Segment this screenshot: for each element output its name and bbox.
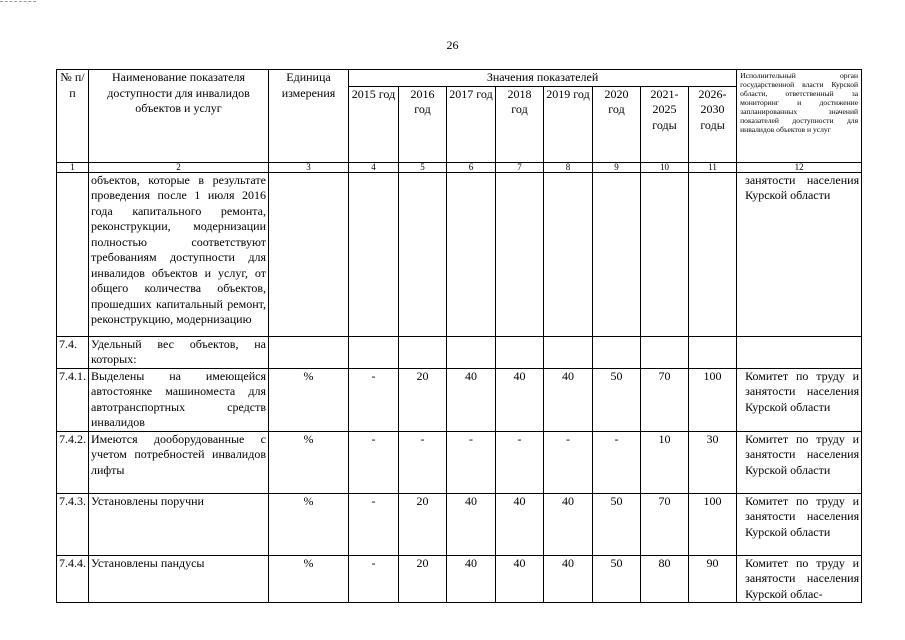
row-value [544,172,593,336]
row-value: 20 [399,368,447,431]
row-value [689,336,737,368]
indicators-table [56,69,862,603]
column-number: 11 [689,162,737,172]
row-value: 100 [689,493,737,555]
row-value: 40 [447,368,496,431]
row-value: 50 [593,493,641,555]
column-number: 5 [399,162,447,172]
row-org: занятости населения Курской области [737,172,862,336]
row-value: 50 [593,555,641,603]
row-value: - [593,431,641,493]
row-value: 20 [399,493,447,555]
row-value: 70 [641,493,689,555]
row-value [349,336,399,368]
header-year: 2021-2025 годы [641,86,689,162]
row-value [496,336,544,368]
row-value: - [399,431,447,493]
row-value: 10 [641,431,689,493]
row-value: 40 [447,493,496,555]
header-row-1 [57,70,862,87]
row-value: 80 [641,555,689,603]
row-org [737,336,862,368]
row-unit: % [269,555,349,603]
table-row [57,368,862,431]
column-number: 7 [496,162,544,172]
header-org: Исполнительный орган государственной власти Курской области, ответственный за мониторинг и достижение запланированных значений показателей доступности для инвалидов объектов и услуг [737,70,862,163]
row-value: - [349,555,399,603]
column-number: 10 [641,162,689,172]
row-unit: % [269,493,349,555]
row-value [641,172,689,336]
row-value: 40 [544,368,593,431]
scan-edge-mark [0,1,36,2]
row-value: 100 [689,368,737,431]
column-number: 12 [737,162,862,172]
row-unit: % [269,431,349,493]
page-number: 26 [446,38,459,52]
header-name: Наименование показателя доступности для инвалидов объектов и услуг [89,70,269,163]
header-year: 2020 год [593,86,641,162]
row-name: Удельный вес объектов, на которых: [89,336,269,368]
row-value: 40 [544,493,593,555]
row-org: Комитет по труду и занятости населения Курской области [737,431,862,493]
header-num: № п/п [57,70,89,163]
row-value [544,336,593,368]
row-value: - [349,368,399,431]
header-year: 2026-2030 годы [689,86,737,162]
row-name: Имеются дооборудованные с учетом потребностей инвалидов лифты [89,431,269,493]
row-value: 40 [496,555,544,603]
column-number: 9 [593,162,641,172]
row-value: 90 [689,555,737,603]
row-num: 7.4.2. [57,431,89,493]
column-number: 2 [89,162,269,172]
row-value: 40 [496,493,544,555]
row-org: Комитет по труду и занятости населения Курской области [737,368,862,431]
row-name: Установлены пандусы [89,555,269,603]
row-value: 30 [689,431,737,493]
column-number: 3 [269,162,349,172]
row-value: 40 [496,368,544,431]
header-year: 2019 год [544,86,593,162]
row-name: Выделены на имеющейся автостоянке машиноместа для автотранспортных средств инвалидов [89,368,269,431]
row-num: 7.4.1. [57,368,89,431]
row-name: объектов, которые в результате проведения после 1 июля 2016 года капитального ремонта, реконструкции, модернизации полностью соответствуют требованиям доступности для инвалидов объектов и услуг, от общего количества объектов, прошедших капитальный ремонт, реконструкцию, модернизацию [89,172,269,336]
row-unit: % [269,368,349,431]
row-value [641,336,689,368]
row-value: 40 [447,555,496,603]
column-number-row [57,162,862,172]
row-num: 7.4. [57,336,89,368]
row-value: - [544,431,593,493]
table-row [57,172,862,336]
row-value [349,172,399,336]
row-unit [269,172,349,336]
header-year: 2018 год [496,86,544,162]
row-value [447,336,496,368]
row-num: 7.4.4. [57,555,89,603]
row-value [399,336,447,368]
header-year: 2015 год [349,86,399,162]
row-org: Комитет по труду и занятости населения Курской области [737,493,862,555]
row-num [57,172,89,336]
row-value [447,172,496,336]
row-value: 20 [399,555,447,603]
row-unit [269,336,349,368]
row-value [593,336,641,368]
row-name: Установлены поручни [89,493,269,555]
row-value: 70 [641,368,689,431]
row-value: - [349,431,399,493]
row-value: - [447,431,496,493]
row-value: 50 [593,368,641,431]
header-unit: Единица измерения [269,70,349,163]
column-number: 4 [349,162,399,172]
header-year: 2017 год [447,86,496,162]
column-number: 6 [447,162,496,172]
row-value [399,172,447,336]
row-value [689,172,737,336]
header-values: Значения показателей [349,70,737,87]
row-value: - [496,431,544,493]
row-value: 40 [544,555,593,603]
row-value: - [349,493,399,555]
table-row [57,336,862,368]
header-year: 2016 год [399,86,447,162]
row-org: Комитет по труду и занятости населения Курской облас- [737,555,862,603]
row-value [496,172,544,336]
table-row [57,555,862,603]
column-number: 1 [57,162,89,172]
table-row [57,431,862,493]
column-number: 8 [544,162,593,172]
table-row [57,493,862,555]
row-value [593,172,641,336]
row-num: 7.4.3. [57,493,89,555]
